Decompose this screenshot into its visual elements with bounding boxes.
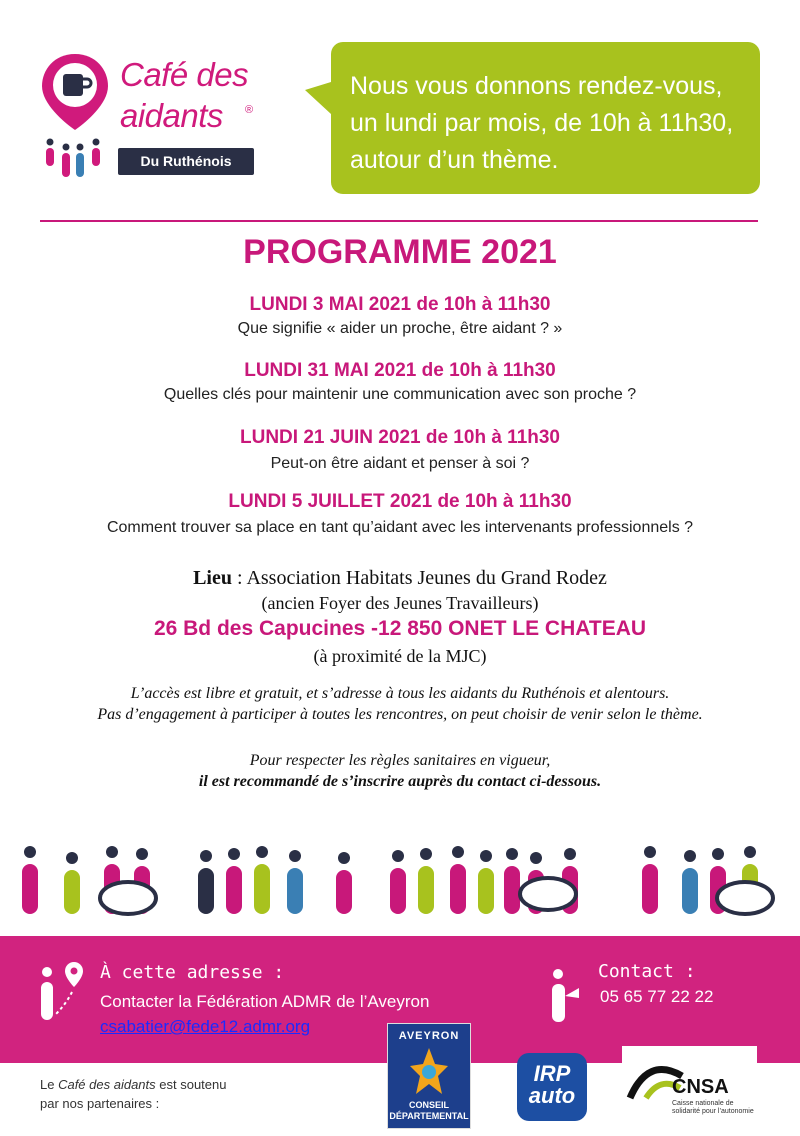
person-head-icon bbox=[136, 848, 148, 860]
person-body-icon bbox=[22, 864, 38, 914]
person-head-icon bbox=[66, 852, 78, 864]
address-text: Contacter la Fédération ADMR de l’Aveyron bbox=[100, 992, 430, 1011]
person-head-icon bbox=[684, 850, 696, 862]
session-topic-3: Peut-on être aidant et penser à soi ? bbox=[270, 455, 530, 472]
table-icon bbox=[717, 882, 773, 914]
lieu-name: : Association Habitats Jeunes du Grand Rodez bbox=[236, 567, 607, 589]
person-head-icon bbox=[506, 848, 518, 860]
lieu-former-name: (ancien Foyer des Jeunes Travailleurs) bbox=[261, 593, 539, 613]
person-body-icon bbox=[450, 864, 466, 914]
address-heading: À cette adresse : bbox=[100, 962, 285, 983]
person-head-icon bbox=[392, 850, 404, 862]
bubble-text: Nous vous donnons rendez-vous, un lundi par mois, de 10h à 11h30, autour d’un thème. bbox=[350, 72, 734, 174]
session-topic-4: Comment trouver sa place en tant qu’aidant avec les intervenants professionnels ? bbox=[106, 519, 694, 536]
partners-line1-pre: Le bbox=[40, 1077, 59, 1092]
person-body-icon bbox=[336, 870, 352, 914]
person-body-icon bbox=[198, 868, 214, 914]
person-location-icon bbox=[38, 960, 88, 1030]
session-date-3: LUNDI 21 JUIN 2021 de 10h à 11h30 bbox=[240, 427, 560, 448]
person-head-icon bbox=[530, 852, 542, 864]
person-head-icon bbox=[644, 846, 656, 858]
note-line-2: Pas d’engagement à participer à toutes les rencontres, on peut choisir de venir selon le thème. bbox=[97, 706, 703, 723]
note-line-3: Pour respecter les règles sanitaires en vigueur, bbox=[249, 752, 551, 769]
person-head-icon bbox=[289, 850, 301, 862]
cnsa-subtitle bbox=[672, 1100, 754, 1116]
people-illustration bbox=[0, 840, 800, 920]
person-speaking-icon bbox=[548, 966, 588, 1026]
logo-registered-mark: ® bbox=[245, 104, 254, 116]
divider-line bbox=[40, 220, 758, 222]
logo-title-line1: Café des bbox=[120, 56, 249, 93]
person-head-icon bbox=[420, 848, 432, 860]
programme-title: PROGRAMME 2021 bbox=[243, 233, 557, 271]
cnsa-sub-line2: solidarité pour l’autonomie bbox=[672, 1108, 754, 1115]
irp-line1: IRP bbox=[533, 1061, 571, 1086]
email-link[interactable]: csabatier@fede12.admr.org bbox=[100, 1017, 311, 1036]
person-body-icon bbox=[418, 866, 434, 914]
partners-line1-post: est soutenu bbox=[155, 1077, 227, 1092]
person-head-icon bbox=[228, 848, 240, 860]
person-body-icon bbox=[478, 868, 494, 914]
aveyron-logo bbox=[387, 1023, 471, 1129]
person-head-icon bbox=[338, 852, 350, 864]
person-head-icon bbox=[712, 848, 724, 860]
aveyron-bottom-text bbox=[388, 1100, 470, 1122]
session-date-4: LUNDI 5 JUILLET 2021 de 10h à 11h30 bbox=[228, 491, 572, 512]
irp-auto-logo bbox=[517, 1053, 587, 1121]
lieu-label: Lieu bbox=[193, 567, 232, 589]
cnsa-sub-line1: Caisse nationale de bbox=[672, 1100, 734, 1107]
person-body-icon bbox=[226, 866, 242, 914]
person-body-icon bbox=[682, 868, 698, 914]
irp-line2: auto bbox=[528, 1083, 576, 1108]
contact-phone: 05 65 77 22 22 bbox=[600, 987, 714, 1006]
aveyron-bottom-line2: DÉPARTEMENTAL bbox=[389, 1111, 469, 1121]
person-head-icon bbox=[106, 846, 118, 858]
partners-text bbox=[40, 1075, 226, 1113]
cnsa-logo bbox=[622, 1046, 757, 1126]
session-date-2: LUNDI 31 MAI 2021 de 10h à 11h30 bbox=[244, 360, 556, 381]
person-head-icon bbox=[480, 850, 492, 862]
aveyron-top-text: AVEYRON bbox=[398, 1030, 460, 1042]
cnsa-name: CNSA bbox=[672, 1076, 729, 1098]
person-head-icon bbox=[24, 846, 36, 858]
person-body-icon bbox=[64, 870, 80, 914]
person-head-icon bbox=[200, 850, 212, 862]
person-head-icon bbox=[452, 846, 464, 858]
person-body-icon bbox=[642, 864, 658, 914]
contact-heading: Contact : bbox=[598, 961, 696, 982]
note-line-4: il est recommandé de s’inscrire auprès du contact ci-dessous. bbox=[198, 773, 602, 790]
aveyron-emblem bbox=[410, 1048, 448, 1096]
lieu-address: 26 Bd des Capucines -12 850 ONET LE CHATEAU bbox=[153, 617, 647, 640]
session-topic-1: Que signifie « aider un proche, être aidant ? » bbox=[237, 320, 563, 337]
session-date-1: LUNDI 3 MAI 2021 de 10h à 11h30 bbox=[249, 294, 551, 315]
note-line-1: L’accès est libre et gratuit, et s’adresse à tous les aidants du Ruthénois et alentours. bbox=[130, 685, 670, 702]
logo-title-line2: aidants bbox=[120, 97, 223, 134]
partners-line2: par nos partenaires : bbox=[40, 1096, 160, 1111]
table-icon bbox=[520, 878, 576, 910]
partners-line1-italic: Café des aidants bbox=[58, 1077, 156, 1092]
lieu-line bbox=[0, 566, 800, 590]
person-body-icon bbox=[287, 868, 303, 914]
aveyron-bottom-line1: CONSEIL bbox=[408, 1100, 449, 1110]
table-icon bbox=[100, 882, 156, 914]
person-head-icon bbox=[744, 846, 756, 858]
person-body-icon bbox=[254, 864, 270, 914]
person-body-icon bbox=[504, 866, 520, 914]
lieu-nearby: (à proximité de la MJC) bbox=[313, 646, 487, 666]
person-head-icon bbox=[256, 846, 268, 858]
person-body-icon bbox=[390, 868, 406, 914]
logo-subtitle: Du Ruthénois bbox=[118, 148, 254, 175]
session-topic-2: Quelles clés pour maintenir une communication avec son proche ? bbox=[163, 386, 637, 403]
person-head-icon bbox=[564, 848, 576, 860]
